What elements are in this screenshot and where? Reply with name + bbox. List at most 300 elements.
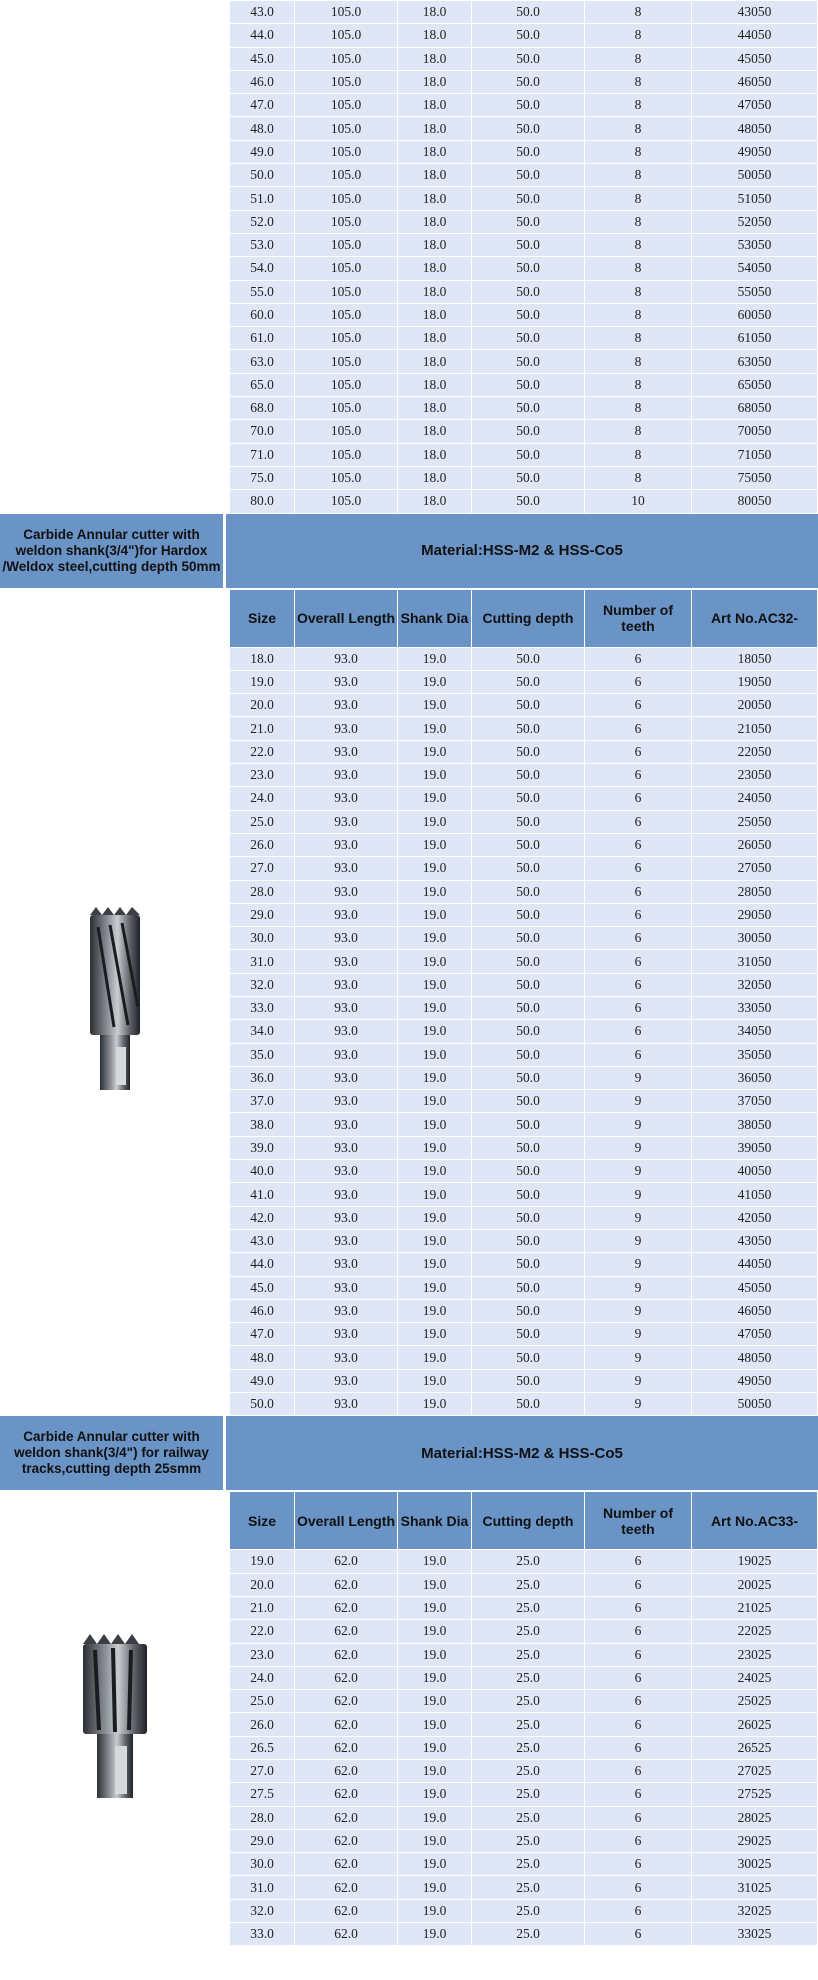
table-cell: 24.0 [230,787,295,810]
table-cell: 105.0 [295,24,398,47]
table-cell: 105.0 [295,303,398,326]
table-cell: 6 [585,1923,692,1946]
table-cell: 47.0 [230,94,295,117]
table-cell: 19.0 [398,927,472,950]
table-cell: 93.0 [295,833,398,856]
table-cell: 46050 [692,1299,818,1322]
table-cell: 9 [585,1206,692,1229]
table-cell: 32.0 [230,973,295,996]
table-cell: 30025 [692,1853,818,1876]
table-cell: 50.0 [472,996,585,1019]
table-cell: 93.0 [295,717,398,740]
table-cell: 61050 [692,327,818,350]
table-cell: 19025 [692,1550,818,1573]
table-row [230,1783,818,1806]
table-cell: 25.0 [230,810,295,833]
table-cell: 52.0 [230,210,295,233]
table-cell: 35.0 [230,1043,295,1066]
table-cell: 40.0 [230,1160,295,1183]
table-cell: 6 [585,880,692,903]
table-cell: 93.0 [295,1183,398,1206]
table-cell: 50.0 [472,787,585,810]
table-cell: 41050 [692,1183,818,1206]
table-cell: 8 [585,24,692,47]
table-cell: 49.0 [230,1369,295,1392]
table-cell: 19.0 [398,1806,472,1829]
table-cell: 19.0 [398,1550,472,1573]
table-row [230,257,818,280]
table-cell: 22050 [692,740,818,763]
table-cell: 93.0 [295,1276,398,1299]
table-cell: 9 [585,1113,692,1136]
table-cell: 50.0 [472,950,585,973]
table-cell: 25.0 [472,1690,585,1713]
table-cell: 50.0 [472,257,585,280]
table-cell: 9 [585,1183,692,1206]
table-cell: 50.0 [472,1183,585,1206]
table-cell: 93.0 [295,1136,398,1159]
table-cell: 6 [585,1550,692,1573]
table-row [230,1253,818,1276]
table-cell: 6 [585,1876,692,1899]
table-cell: 25.0 [472,1596,585,1619]
table-cell: 50.0 [472,1346,585,1369]
table-cell: 21050 [692,717,818,740]
table-cell: 22.0 [230,740,295,763]
table-cell: 19.0 [398,740,472,763]
table-cell: 18.0 [398,303,472,326]
table-row [230,1550,818,1573]
table-row [230,1876,818,1899]
table-row [230,397,818,420]
table-cell: 105.0 [295,257,398,280]
table-cell: 25.0 [472,1760,585,1783]
table-cell: 6 [585,787,692,810]
table-row [230,833,818,856]
table-row [230,117,818,140]
table-cell: 50.0 [230,164,295,187]
table-cell: 20.0 [230,694,295,717]
table-cell: 50.0 [230,1393,295,1416]
table-cell: 61.0 [230,327,295,350]
table-cell: 93.0 [295,810,398,833]
table-cell: 25.0 [472,1573,585,1596]
table-cell: 25.0 [472,1550,585,1573]
table-cell: 50050 [692,1393,818,1416]
table-cell: 29050 [692,903,818,926]
table-cell: 9 [585,1253,692,1276]
table-cell: 19.0 [398,1160,472,1183]
table-cell: 50.0 [472,280,585,303]
table-cell: 38050 [692,1113,818,1136]
table-cell: 18.0 [398,187,472,210]
table-cell: 19.0 [398,1643,472,1666]
table-cell: 93.0 [295,857,398,880]
table-row [230,1206,818,1229]
table-row [230,857,818,880]
table-cell: 44.0 [230,1253,295,1276]
table-cell: 93.0 [295,927,398,950]
table-cell: 9 [585,1323,692,1346]
table-cell: 62.0 [295,1573,398,1596]
table-cell: 18.0 [398,257,472,280]
table-cell: 21.0 [230,717,295,740]
table-cell: 62.0 [295,1596,398,1619]
table-cell: 50.0 [472,1043,585,1066]
table-cell: 6 [585,1713,692,1736]
table-cell: 19.0 [398,1620,472,1643]
table-cell: 25.0 [472,1736,585,1759]
table-cell: 8 [585,280,692,303]
table-cell: 65050 [692,373,818,396]
table-cell: 8 [585,140,692,163]
table-cell: 71050 [692,443,818,466]
table-cell: 22025 [692,1620,818,1643]
table-cell: 50.0 [472,694,585,717]
table-cell: 39.0 [230,1136,295,1159]
table-cell: 31.0 [230,1876,295,1899]
table-cell: 45.0 [230,47,295,70]
table-cell: 6 [585,1690,692,1713]
table-cell: 25.0 [472,1666,585,1689]
table-cell: 62.0 [295,1829,398,1852]
table-cell: 31050 [692,950,818,973]
table-row [230,443,818,466]
table-cell: 30.0 [230,1853,295,1876]
table-cell: 40050 [692,1160,818,1183]
table-cell: 35050 [692,1043,818,1066]
table-row [230,1713,818,1736]
table-cell: 19.0 [398,1713,472,1736]
table-row [230,694,818,717]
table-cell: 53.0 [230,233,295,256]
table-cell: 18.0 [398,280,472,303]
table-row [230,1666,818,1689]
table-cell: 19.0 [398,1783,472,1806]
table-row [230,1393,818,1416]
table-cell: 93.0 [295,1393,398,1416]
table-cell: 93.0 [295,973,398,996]
table-cell: 105.0 [295,94,398,117]
material-label: Material:HSS-M2 & HSS-Co5 [421,542,623,560]
table-row [230,70,818,93]
table-row [230,717,818,740]
table-cell: 19.0 [398,1113,472,1136]
table-cell: 18.0 [398,490,472,513]
table-cell: 8 [585,70,692,93]
table-cell: 93.0 [295,764,398,787]
table-cell: 70.0 [230,420,295,443]
table-cell: 20025 [692,1573,818,1596]
table-cell: 50.0 [472,764,585,787]
table-cell: 19.0 [398,857,472,880]
table-cell: 26.5 [230,1736,295,1759]
table-cell: 49050 [692,1369,818,1392]
table-row [230,1369,818,1392]
material-label: Material:HSS-M2 & HSS-Co5 [421,1444,623,1462]
table-cell: 36.0 [230,1066,295,1089]
table-row [230,787,818,810]
table-cell: 8 [585,327,692,350]
table-row [230,1899,818,1922]
table-cell: 62.0 [295,1713,398,1736]
table-cell: 50.0 [472,1206,585,1229]
table-cell: 50.0 [472,740,585,763]
table-cell: 48050 [692,1346,818,1369]
table-row [230,1299,818,1322]
table-row [230,373,818,396]
table-cell: 105.0 [295,117,398,140]
table-cell: 33.0 [230,1923,295,1946]
table-cell: 18050 [692,647,818,670]
table-row [230,1643,818,1666]
table-cell: 6 [585,670,692,693]
table-cell: 50.0 [472,373,585,396]
table-cell: 60.0 [230,303,295,326]
column-header: Art No.AC32- [692,589,818,647]
table-cell: 18.0 [398,94,472,117]
table-cell: 93.0 [295,1299,398,1322]
table-row [230,350,818,373]
table-cell: 25.0 [472,1876,585,1899]
table-cell: 49.0 [230,140,295,163]
table-cell: 30050 [692,927,818,950]
table-cell: 48.0 [230,117,295,140]
column-header: Shank Dia [398,1492,472,1550]
table-row [230,1020,818,1043]
table-cell: 18.0 [398,373,472,396]
table-cell: 93.0 [295,1369,398,1392]
table-cell: 19.0 [398,694,472,717]
table-cell: 29.0 [230,1829,295,1852]
column-header: Overall Length [295,1492,398,1550]
table-cell: 19.0 [398,1043,472,1066]
table-cell: 43.0 [230,1,295,24]
table-cell: 50.0 [472,880,585,903]
table-cell: 105.0 [295,70,398,93]
table-cell: 19.0 [398,1760,472,1783]
table-cell: 37.0 [230,1090,295,1113]
table-cell: 45.0 [230,1276,295,1299]
column-header: Overall Length [295,589,398,647]
table-row [230,466,818,489]
table-cell: 27.0 [230,1760,295,1783]
table-cell: 50.0 [472,117,585,140]
table-cell: 8 [585,233,692,256]
table-cell: 50.0 [472,1113,585,1136]
table-cell: 6 [585,1760,692,1783]
table-cell: 38.0 [230,1113,295,1136]
annular-cutter-short-icon [75,1634,155,1809]
table-cell: 25.0 [472,1806,585,1829]
table-cell: 19.0 [398,1020,472,1043]
table-cell: 21.0 [230,1596,295,1619]
section-banner [0,1416,818,1491]
table-cell: 19.0 [398,1923,472,1946]
table-cell: 26.0 [230,833,295,856]
table-row [230,280,818,303]
table-row [230,764,818,787]
column-header: Number of teeth [585,589,692,647]
table-cell: 19.0 [398,1666,472,1689]
table-cell: 41.0 [230,1183,295,1206]
table-cell: 50.0 [472,24,585,47]
table-cell: 50050 [692,164,818,187]
table-cell: 9 [585,1393,692,1416]
table-cell: 6 [585,950,692,973]
table-row [230,1620,818,1643]
table-row [230,233,818,256]
table-cell: 25.0 [472,1923,585,1946]
table-row [230,1276,818,1299]
table-cell: 105.0 [295,327,398,350]
table-cell: 105.0 [295,140,398,163]
table-cell: 33025 [692,1923,818,1946]
table-cell: 6 [585,1736,692,1759]
table-cell: 105.0 [295,350,398,373]
table-cell: 50.0 [472,70,585,93]
table-cell: 19.0 [398,1736,472,1759]
table-cell: 8 [585,397,692,420]
table-cell: 18.0 [398,397,472,420]
table-row [230,1323,818,1346]
section-ac32 [0,514,818,1417]
table-cell: 46.0 [230,70,295,93]
table-cell: 6 [585,1020,692,1043]
table-row [230,210,818,233]
table-cell: 18.0 [398,1,472,24]
table-cell: 19.0 [398,1276,472,1299]
table-cell: 50.0 [472,927,585,950]
table-cell: 34050 [692,1020,818,1043]
table-cell: 54.0 [230,257,295,280]
product-image-area [0,0,229,514]
column-header: Size [230,589,295,647]
table-cell: 105.0 [295,443,398,466]
table-cell: 43050 [692,1,818,24]
table-cell: 68.0 [230,397,295,420]
table-cell: 45050 [692,47,818,70]
table-header-row [230,589,818,647]
table-cell: 49050 [692,140,818,163]
table-cell: 33.0 [230,996,295,1019]
table-cell: 19.0 [398,833,472,856]
table-row [230,1853,818,1876]
table-cell: 8 [585,117,692,140]
table-cell: 25.0 [472,1829,585,1852]
table-cell: 18.0 [398,420,472,443]
table-cell: 19.0 [398,1596,472,1619]
column-header: Cutting depth [472,589,585,647]
table-row [230,164,818,187]
table-cell: 6 [585,1573,692,1596]
table-cell: 45050 [692,1276,818,1299]
table-row [230,47,818,70]
table-cell: 19.0 [398,670,472,693]
table-cell: 71.0 [230,443,295,466]
table-cell: 75.0 [230,466,295,489]
table-cell: 93.0 [295,1090,398,1113]
table-cell: 19.0 [398,950,472,973]
table-cell: 21025 [692,1596,818,1619]
product-title: Carbide Annular cutter with weldon shank(3/4") for railway tracks,cutting depth 25smm [0,1416,226,1490]
table-cell: 26025 [692,1713,818,1736]
table-cell: 26525 [692,1736,818,1759]
table-cell: 62.0 [295,1620,398,1643]
table-cell: 50.0 [472,670,585,693]
table-cell: 62.0 [295,1643,398,1666]
table-cell: 8 [585,443,692,466]
table-cell: 18.0 [398,466,472,489]
table-cell: 19.0 [398,1829,472,1852]
table-cell: 43.0 [230,1229,295,1252]
section-ac33 [0,1416,818,1946]
table-cell: 6 [585,927,692,950]
table-cell: 18.0 [398,24,472,47]
table-cell: 19.0 [398,810,472,833]
table-cell: 25.0 [472,1713,585,1736]
table-cell: 50.0 [472,1020,585,1043]
table-cell: 18.0 [398,47,472,70]
table-cell: 6 [585,647,692,670]
table-cell: 8 [585,94,692,117]
column-header: Art No.AC33- [692,1492,818,1550]
table-cell: 19.0 [398,1136,472,1159]
table-cell: 105.0 [295,1,398,24]
table-cell: 8 [585,420,692,443]
table-cell: 46.0 [230,1299,295,1322]
table-cell: 93.0 [295,1043,398,1066]
table-cell: 93.0 [295,1323,398,1346]
table-cell: 50.0 [472,233,585,256]
table-cell: 26.0 [230,1713,295,1736]
table-cell: 50.0 [472,350,585,373]
table-cell: 18.0 [398,117,472,140]
table-cell: 44.0 [230,24,295,47]
column-header: Cutting depth [472,1492,585,1550]
table-cell: 105.0 [295,47,398,70]
table-row [230,420,818,443]
table-cell: 25025 [692,1690,818,1713]
table-cell: 32.0 [230,1899,295,1922]
table-cell: 48050 [692,117,818,140]
table-cell: 50.0 [472,327,585,350]
table-row [230,1596,818,1619]
table-cell: 19.0 [398,764,472,787]
table-cell: 29.0 [230,903,295,926]
table-cell: 68050 [692,397,818,420]
table-cell: 50.0 [472,187,585,210]
table-cell: 9 [585,1299,692,1322]
table-cell: 48.0 [230,1346,295,1369]
table-row [230,24,818,47]
table-cell: 19.0 [398,973,472,996]
table-cell: 24.0 [230,1666,295,1689]
table-cell: 52050 [692,210,818,233]
table-cell: 105.0 [295,280,398,303]
table-cell: 105.0 [295,466,398,489]
table-cell: 23025 [692,1643,818,1666]
table-cell: 6 [585,996,692,1019]
table-cell: 25.0 [472,1853,585,1876]
table-cell: 19.0 [398,1229,472,1252]
table-cell: 93.0 [295,1253,398,1276]
table-cell: 8 [585,1,692,24]
table-cell: 93.0 [295,903,398,926]
table-cell: 8 [585,257,692,280]
table-cell: 6 [585,857,692,880]
table-row [230,810,818,833]
